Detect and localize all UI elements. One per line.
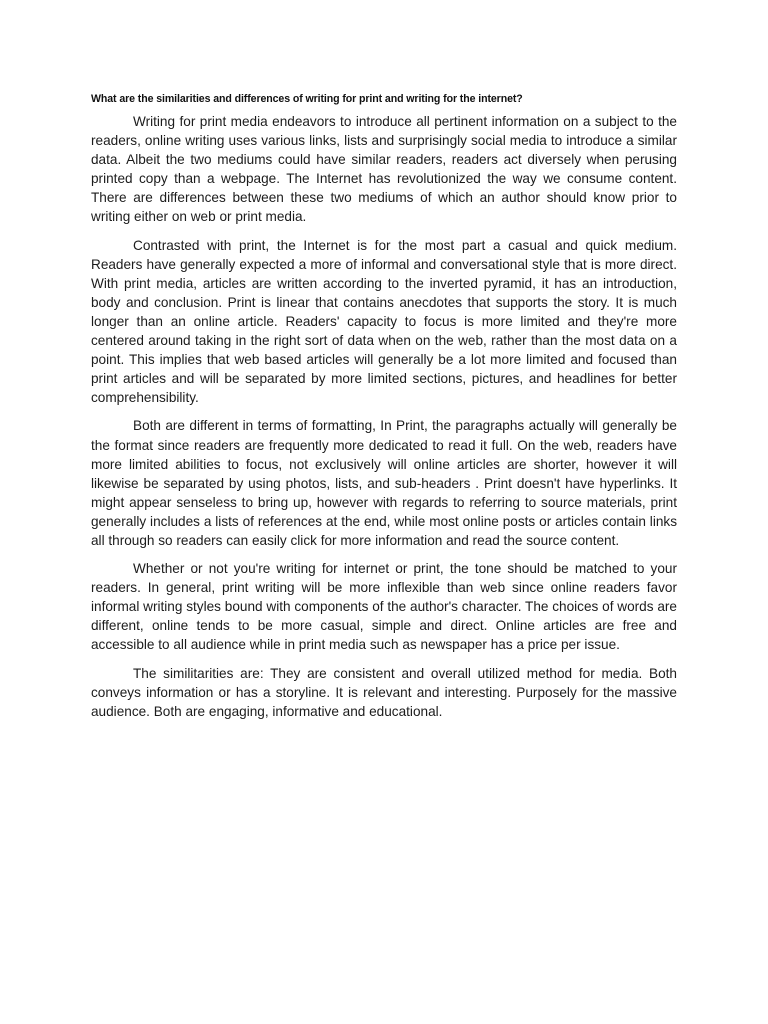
- paragraph-5: The similitarities are: They are consistent and overall utilized method for media. Both conveys information or has a storyline. It is relevant and interesting. Purposely for the massive audience. Both are engaging, informative and educational.: [91, 665, 677, 719]
- paragraph-4: Whether or not you're writing for internet or print, the tone should be matched to your readers. In general, print writing will be more inflexible than web since online readers favor informal writing styles bound with components of the author's character. The choices of words are different, online tends to be more casual, simple and direct. Online articles are free and accessible to all audience while in print media such as newspaper has a price per issue.: [91, 561, 677, 653]
- document-page: [91, 93, 677, 730]
- paragraph-2: Contrasted with print, the Internet is for the most part a casual and quick medium. Readers have generally expected a more of informal and conversational style that is more direct. With print media, articles are written according to the inverted pyramid, it has an introduction, body and conclusion. Print is linear that contains anecdotes that supports the story. It is much longer than an online article. Readers' capacity to focus is more limited and they're more centered around taking in the right sort of data when on the web, rather than the most data on a point. This implies that web based articles will generally be a lot more limited and focused than print articles and will be separated by more limited sections, pictures, and headlines for better comprehensibility.: [91, 237, 677, 406]
- question-heading: What are the similarities and differences of writing for print and writing for the internet?: [91, 93, 523, 105]
- paragraph-1: Writing for print media endeavors to introduce all pertinent information on a subject to the readers, online writing uses various links, lists and surprisingly social media to introduce a similar data. Albeit the two mediums could have similar readers, readers act diversely when perusing printed copy than a webpage. The Internet has revolutionized the way we consume content. There are differences between these two mediums of which an author should know prior to writing either on web or print media.: [91, 114, 677, 225]
- paragraph-3: Both are different in terms of formatting, In Print, the paragraphs actually will generally be the format since readers are frequently more dedicated to read it full. On the web, readers have more limited abilities to focus, not exclusively will online articles are shorter, however it will likewise be separated by using photos, lists, and sub-headers . Print doesn't have hyperlinks. It might appear senseless to bring up, however with regards to referring to source materials, print generally includes a lists of references at the end, while most online posts or articles contain links all through so readers can easily click for more information and read the source content.: [91, 418, 677, 548]
